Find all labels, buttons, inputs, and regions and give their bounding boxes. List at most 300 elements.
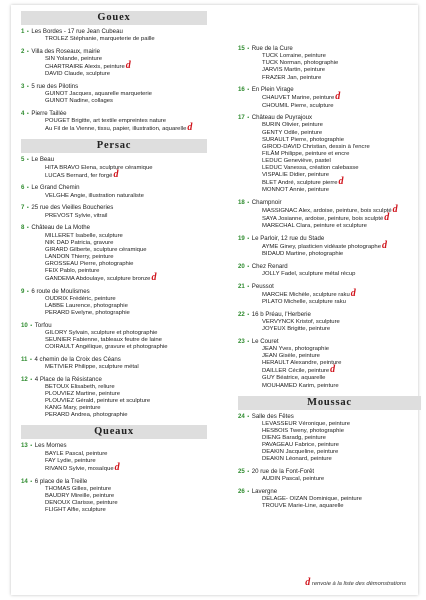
venue-location	[21, 156, 207, 164]
venue-address: 4 chemin de la Croix des Céans	[34, 355, 121, 363]
venue-entry	[21, 204, 207, 219]
artist-line	[238, 137, 421, 144]
artist-text: FAY Lydie, peinture	[45, 457, 96, 464]
venue-entry	[238, 235, 421, 258]
demo-mark-icon: d	[187, 122, 193, 134]
artist-text: AYME Giney, plasticien vidéaste photographe	[262, 244, 381, 251]
artist-text: TROUVE Marie-Line, aquarelle	[262, 503, 344, 510]
venue-number: 11	[21, 355, 28, 363]
artist-text: SIN Yolande, peinture	[45, 56, 102, 63]
venue-entry	[21, 110, 207, 133]
section-header: Gouex	[21, 11, 207, 25]
venue-entry	[21, 356, 207, 371]
artist-text: JEAN Yves, photographie	[262, 346, 330, 353]
venue-location	[21, 83, 207, 91]
artist-text: PAVAGEAU Fabrice, peinture	[262, 442, 339, 449]
venue-address: En Plein Virage	[251, 86, 294, 94]
artist-text: JARVIS Martin, peinture	[262, 67, 326, 74]
venue-number: 16	[238, 86, 245, 94]
artist-text: GUINOT Nadine, collages	[45, 98, 113, 105]
artist-text: BIDAUD Martine, photographie	[262, 251, 344, 258]
artist-text: DELAGE- OIZAN Dominique, peinture	[262, 496, 362, 503]
artist-text: SURAULT Pierre, photographie	[262, 136, 344, 143]
venue-entry	[21, 156, 207, 179]
artist-text: OUDRIX Frédéric, peinture	[45, 295, 116, 302]
venue-entry	[21, 288, 207, 318]
artist-line	[238, 503, 421, 510]
artist-text: TUCK Norman, photographie	[262, 60, 339, 67]
venue-location	[21, 478, 207, 486]
artist-text: BAUDRY Mireille, peinture	[45, 492, 115, 499]
venue-number: 18	[238, 198, 245, 206]
artist-line	[238, 75, 421, 82]
venue-entry	[238, 45, 421, 82]
artist-text: PERARD Evelyne, photographie	[45, 310, 130, 317]
artist-line	[21, 213, 207, 220]
artist-text: METIVIER Philippe, sculpture métal	[45, 364, 139, 371]
venue-number: 12	[21, 375, 28, 383]
demo-mark-icon: d	[114, 461, 120, 473]
bullet-icon: •	[245, 488, 251, 495]
venue-number: 6	[21, 184, 25, 192]
venue-number: 25	[238, 468, 245, 476]
venue-number: 10	[21, 321, 28, 329]
artist-text: NIK DAD Patricia, gravure	[45, 239, 114, 246]
venue-entry	[21, 28, 207, 43]
demo-mark-icon: d	[125, 60, 131, 72]
artist-line	[21, 233, 207, 240]
bullet-icon: •	[245, 338, 251, 345]
venue-entry	[238, 114, 421, 194]
venue-address: Le Parloir, 12 rue du Stade	[251, 234, 325, 242]
venue-entry	[238, 338, 421, 390]
venue-address: Pierre Taillée	[31, 109, 67, 117]
artist-text: JEAN Gisèle, peinture	[262, 353, 320, 360]
bullet-icon: •	[245, 235, 251, 242]
venue-location	[21, 322, 207, 330]
artist-text: GUY Béatrice, aquarelle	[262, 375, 326, 382]
venue-entry	[238, 283, 421, 306]
venue-entry	[238, 86, 421, 109]
artist-text: BAYLE Pascal, peinture	[45, 450, 108, 457]
artist-text: PERARD Andrea, photographie	[45, 412, 128, 419]
venue-address: 6 place de la Treille	[34, 477, 88, 485]
venue-location	[21, 184, 207, 192]
bullet-icon: •	[245, 46, 251, 52]
venue-number: 4	[21, 109, 25, 117]
venue-number: 24	[238, 412, 245, 420]
artist-line	[21, 451, 207, 458]
venue-entry	[21, 376, 207, 420]
venue-number: 8	[21, 224, 25, 232]
artist-line	[238, 204, 421, 216]
venue-number: 9	[21, 287, 25, 295]
artist-text: Au Fil de la Vienne, tissu, papier, illustration, aquarelle	[45, 126, 187, 133]
venue-number: 23	[238, 337, 245, 345]
artist-text: HITA BRAVO Elena, sculpture céramique	[45, 164, 153, 171]
artist-line	[21, 344, 207, 351]
venue-address: Peussot	[251, 282, 274, 290]
venue-entry	[238, 413, 421, 464]
venue-number: 21	[238, 282, 245, 290]
artist-text: GENTY Odile, peinture	[262, 129, 323, 136]
artist-line	[238, 353, 421, 360]
artist-line	[21, 254, 207, 261]
artist-line	[21, 193, 207, 200]
venue-location	[238, 45, 421, 53]
venue-number: 20	[238, 262, 245, 270]
artist-text: FRAZER Jan, peinture	[262, 74, 322, 81]
venue-address: Château de Puyrajoux	[251, 114, 313, 122]
venue-number: 1	[21, 28, 25, 35]
artist-line	[238, 158, 421, 165]
venue-location	[238, 488, 421, 496]
venue-location	[21, 28, 207, 36]
artist-line	[238, 435, 421, 442]
venue-address: Le Couret	[251, 337, 279, 345]
bullet-icon: •	[28, 443, 34, 450]
artist-line	[21, 71, 207, 78]
venue-number: 17	[238, 114, 245, 122]
artist-text: PILATO Michelle, sculpture raku	[262, 299, 346, 306]
artist-line	[238, 428, 421, 435]
artist-text: CHOUMIL Pierre, sculpture	[262, 102, 334, 109]
artist-line	[238, 288, 421, 300]
artist-line	[238, 496, 421, 503]
artist-text: FEIX Pablo, peinture	[45, 267, 100, 274]
venue-entry	[21, 83, 207, 105]
venue-entry	[238, 468, 421, 483]
artist-text: HESBOIS Tweny, photographie	[262, 428, 344, 435]
bullet-icon: •	[28, 376, 34, 383]
artist-line	[238, 442, 421, 449]
artist-text: GUINOT Jacques, aquarelle marqueterie	[45, 91, 152, 98]
venue-location	[238, 468, 421, 476]
artist-line	[238, 383, 421, 390]
artist-text: FLIGHT Alfie, sculpture	[45, 507, 106, 514]
artist-text: MASSIGNAC Alex, ardoise, peinture, bois sculpté	[262, 208, 392, 215]
bullet-icon: •	[245, 87, 251, 94]
venue-location	[238, 413, 421, 421]
venue-location	[21, 442, 207, 450]
artist-line	[238, 144, 421, 151]
artist-text: POUGET Brigitte, art textile empreintes nature	[45, 118, 167, 125]
demo-mark-icon: d	[113, 168, 119, 180]
bullet-icon: •	[25, 225, 31, 232]
artist-line	[238, 421, 421, 428]
venue-address: 5 rue des Pilotins	[31, 82, 79, 90]
venue-location	[238, 338, 421, 346]
venue-address: 4 Place de la Résistance	[34, 375, 102, 383]
bullet-icon: •	[245, 469, 251, 476]
bullet-icon: •	[25, 48, 31, 55]
artist-text: GROSSEAU Pierre, photographie	[45, 260, 134, 267]
venue-number: 19	[238, 234, 245, 242]
artist-line	[238, 251, 421, 258]
venue-location	[21, 48, 207, 56]
artist-text: HERAULT Alexandre, peinture	[262, 360, 342, 367]
venue-location	[21, 356, 207, 364]
venue-location	[21, 224, 207, 232]
artist-text: DAILLER Cécile, peinture	[262, 368, 330, 375]
artist-text: DENOUX Clarisse, peinture	[45, 500, 118, 507]
artist-line	[21, 60, 207, 72]
bullet-icon: •	[25, 29, 31, 35]
artist-line	[238, 299, 421, 306]
venue-entry	[21, 224, 207, 283]
artist-line	[21, 122, 207, 134]
demo-mark-icon: d	[392, 204, 398, 216]
artist-line	[21, 330, 207, 337]
artist-line	[21, 272, 207, 284]
artist-line	[21, 261, 207, 268]
artist-line	[21, 36, 207, 43]
venue-entry	[21, 322, 207, 352]
artist-line	[21, 391, 207, 398]
artist-text: VISPALIE Didier, peinture	[262, 172, 330, 179]
artist-line	[238, 91, 421, 103]
artist-text: PLOUVIEZ Martine, peinture	[45, 391, 120, 398]
artist-line	[238, 103, 421, 110]
program-page	[11, 5, 418, 595]
legend-text: renvoie à la liste des démonstrations	[311, 581, 406, 587]
bullet-icon: •	[25, 83, 31, 90]
artist-line	[238, 165, 421, 172]
demo-mark-icon: d	[384, 212, 390, 224]
artist-text: KANG Mary, peinture	[45, 405, 101, 412]
artist-line	[21, 268, 207, 275]
artist-text: MONNOT Annie, peinture	[262, 187, 330, 194]
artist-line	[21, 296, 207, 303]
artist-text: AUDIN Pascal, peinture	[262, 476, 325, 483]
venue-location	[21, 376, 207, 384]
bullet-icon: •	[25, 110, 31, 117]
artist-text: JOYEUX Brigitte, peinture	[262, 326, 331, 333]
artist-text: SAYA Josianne, ardoise, peinture, bois sculpté	[262, 216, 384, 223]
venue-location	[238, 235, 421, 243]
venue-address: Torfou	[34, 321, 52, 329]
artist-line	[238, 151, 421, 158]
demo-mark-icon: d	[335, 91, 341, 103]
venue-number: 15	[238, 45, 245, 52]
bullet-icon: •	[245, 283, 251, 290]
artist-text: GILORY Sylvain, sculpture et photographie	[45, 330, 158, 337]
demo-mark-icon: d	[350, 288, 356, 300]
venue-location	[238, 283, 421, 291]
artist-line	[21, 240, 207, 247]
venue-number: 26	[238, 487, 245, 495]
artist-line	[21, 56, 207, 63]
bullet-icon: •	[245, 263, 251, 270]
artist-text: PLOUVIEZ Gérald, peinture et sculpture	[45, 398, 151, 405]
bullet-icon: •	[25, 205, 31, 212]
artist-text: MOUHAMED Karim, peinture	[262, 382, 339, 389]
demo-mark-icon: d	[151, 272, 157, 284]
venue-address: Rue de la Cure	[251, 45, 293, 52]
venue-location	[21, 110, 207, 118]
artist-text: RIVANO Sylvie, mosaïque	[45, 465, 114, 472]
artist-text: LEDUC Geneviève, pastel	[262, 157, 331, 164]
artist-text: MILLERET Isabelle, sculpture	[45, 232, 123, 239]
bullet-icon: •	[25, 157, 31, 164]
artist-line	[238, 223, 421, 230]
venue-address: 20 rue de la Font-Forêt	[251, 468, 315, 476]
artist-line	[238, 449, 421, 456]
bullet-icon: •	[245, 311, 251, 318]
artist-line	[238, 187, 421, 194]
artist-text: THOMAS Gilles, peinture	[45, 485, 112, 492]
artist-line	[238, 53, 421, 60]
venue-location	[238, 114, 421, 122]
artist-line	[21, 337, 207, 344]
demo-mark-icon: d	[330, 364, 336, 376]
left-column	[21, 11, 207, 519]
bullet-icon: •	[245, 115, 251, 122]
artist-line	[21, 398, 207, 405]
artist-line	[238, 364, 421, 376]
venue-entry	[21, 48, 207, 79]
artist-text: DIENG Baradg, peinture	[262, 435, 326, 442]
artist-line	[238, 476, 421, 483]
artist-text: SEUNIER Fabienne, tableaux feutre de laine	[45, 337, 162, 344]
venue-address: Lavergne	[251, 487, 278, 495]
venue-address: Château de La Mothe	[31, 224, 90, 232]
artist-line	[21, 507, 207, 514]
venue-entry	[238, 199, 421, 231]
demo-mark-icon: d	[338, 176, 344, 188]
artist-line	[238, 172, 421, 179]
artist-text: TUCK Lorraine, peinture	[262, 53, 326, 60]
right-column	[238, 45, 421, 515]
venue-entry	[238, 488, 421, 510]
artist-line	[238, 122, 421, 129]
artist-line	[21, 461, 207, 473]
artist-text: GANDEMA Abdoulaye, sculpture bronze	[45, 276, 151, 283]
venue-location	[238, 263, 421, 271]
artist-line	[21, 493, 207, 500]
legend	[304, 577, 406, 588]
venue-location	[238, 311, 421, 319]
artist-text: DAVID Claude, sculpture	[45, 71, 111, 78]
artist-line	[21, 364, 207, 371]
artist-text: LEVASSEUR Véronique, peinture	[262, 420, 350, 427]
bullet-icon: •	[245, 413, 251, 420]
artist-line	[238, 456, 421, 463]
venue-address: Villa des Roseaux, mairie	[31, 47, 101, 55]
venue-address: Le Beau	[31, 156, 55, 164]
artist-line	[21, 168, 207, 180]
artist-line	[21, 118, 207, 125]
venue-number: 3	[21, 82, 25, 90]
bullet-icon: •	[25, 185, 31, 192]
artist-line	[238, 240, 421, 252]
artist-line	[21, 91, 207, 98]
venue-entry	[21, 184, 207, 199]
venue-address: Le Grand Chemin	[31, 184, 80, 192]
artist-line	[238, 346, 421, 353]
artist-line	[21, 405, 207, 412]
artist-line	[238, 176, 421, 188]
artist-line	[238, 326, 421, 333]
artist-line	[238, 67, 421, 74]
artist-line	[21, 500, 207, 507]
artist-line	[238, 319, 421, 326]
section-header: Queaux	[21, 425, 207, 439]
venue-number: 13	[21, 442, 28, 450]
artist-text: LUCAS Bernard, fer forgé	[45, 172, 113, 179]
artist-text: VERVYNCK Kristof, sculpture	[262, 319, 340, 326]
artist-line	[238, 271, 421, 278]
venue-address: 6 route de Moulismes	[31, 287, 90, 295]
artist-text: TROLEZ Stéphanie, marqueterie de paille	[45, 36, 155, 43]
venue-number: 22	[238, 310, 245, 318]
artist-text: GIROD-DAVID Christian, dessin à l'encre	[262, 143, 370, 150]
venue-address: 16 b Préau, l'Herberie	[251, 310, 311, 318]
artist-text: LANDON Thierry, peinture	[45, 253, 114, 260]
bullet-icon: •	[245, 199, 251, 206]
venue-entry	[238, 311, 421, 333]
venue-entry	[21, 478, 207, 515]
artist-line	[21, 412, 207, 419]
artist-line	[21, 486, 207, 493]
artist-text: LEDUC Vanessa, création calebasse	[262, 165, 359, 172]
artist-text: CHARTRAIRE Alexis, peinture	[45, 64, 125, 71]
venue-number: 14	[21, 477, 28, 485]
artist-line	[21, 384, 207, 391]
artist-text: CHAUVET Marine, peinture	[262, 95, 335, 102]
venue-address: Champnoir	[251, 198, 282, 206]
artist-text: DEAKIN Léonard, peinture	[262, 456, 332, 463]
artist-line	[21, 458, 207, 465]
artist-line	[238, 130, 421, 137]
artist-line	[238, 375, 421, 382]
artist-line	[238, 60, 421, 67]
section-header: Moussac	[238, 396, 421, 410]
venue-location	[21, 288, 207, 296]
artist-text: LABBE Laurence, photographie	[45, 303, 128, 310]
artist-text: MARECHAL Clara, peinture et sculpture	[262, 223, 367, 230]
artist-text: BLET André, sculpture pierre	[262, 180, 338, 187]
demo-mark-icon: d	[305, 577, 311, 588]
artist-text: GIRARD Gilberte, sculpture céramique	[45, 246, 147, 253]
venue-location	[238, 86, 421, 94]
artist-text: FILÂM Philippe, peinture et encre	[262, 150, 350, 157]
venue-address: Chez Renard	[251, 262, 288, 270]
artist-text: PREVOST Sylvie, vitrail	[45, 212, 108, 219]
bullet-icon: •	[25, 288, 31, 295]
bullet-icon: •	[28, 322, 34, 329]
artist-line	[21, 303, 207, 310]
demo-mark-icon: d	[381, 240, 387, 252]
artist-text: BETOUX Elisabeth, reliure	[45, 384, 115, 390]
artist-line	[21, 310, 207, 317]
artist-line	[238, 212, 421, 224]
venue-number: 2	[21, 47, 25, 55]
artist-text: COIRAULT Angélique, gravure et photographie	[45, 344, 168, 351]
artist-text: MARCHE Michèle, sculpture raku	[262, 292, 350, 299]
venue-address: Les Mornes	[34, 442, 67, 450]
artist-text: BURIN Olivier, peinture	[262, 122, 323, 129]
section-header: Persac	[21, 139, 207, 153]
artist-text: JOLLY Fadel, sculpture métal récup	[262, 271, 356, 278]
venue-entry	[238, 263, 421, 278]
venue-address: 25 rue des Vieilles Boucheries	[31, 204, 114, 212]
artist-line	[21, 247, 207, 254]
bullet-icon: •	[28, 356, 34, 363]
venue-location	[21, 204, 207, 212]
venue-number: 7	[21, 204, 25, 212]
artist-text: VELGHE Angie, illustration naturaliste	[45, 192, 144, 199]
